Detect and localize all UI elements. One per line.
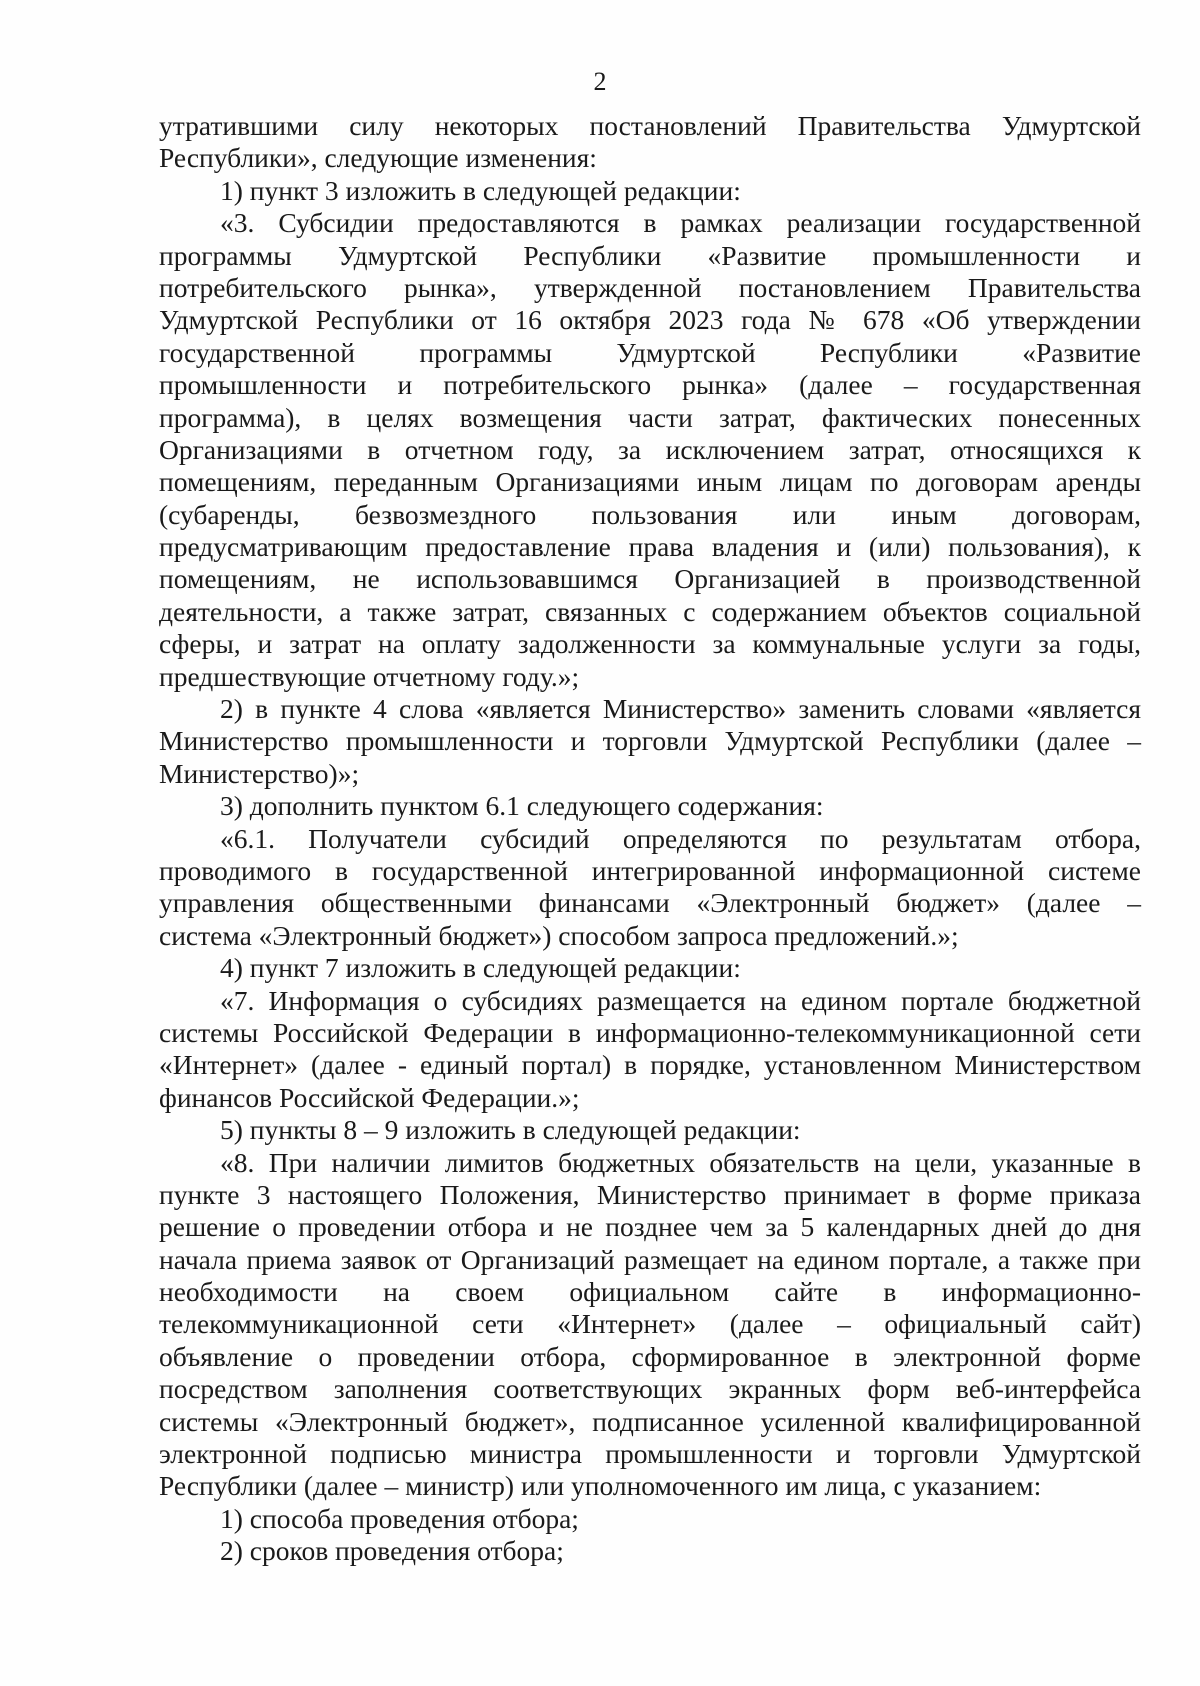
text-line: 5) пункты 8 – 9 изложить в следующей редакции: bbox=[220, 1114, 801, 1146]
text-line: электронной подписью министра промышленности и торговли Удмуртской bbox=[159, 1438, 1141, 1470]
text-line: проводимого в государственной интегрированной информационной системе bbox=[159, 854, 1141, 886]
text-line: 2) в пункте 4 слова «является Министерство» заменить словами «является bbox=[220, 693, 1141, 725]
text-line: «6.1. Получатели субсидий определяются по результатам отбора, bbox=[220, 822, 1141, 854]
text-line: телекоммуникационной сети «Интернет» (далее – официальный сайт) bbox=[159, 1308, 1141, 1340]
text-line: «7. Информация о субсидиях размещается на едином портале бюджетной bbox=[220, 984, 1141, 1016]
text-line: «3. Субсидии предоставляются в рамках реализации государственной bbox=[220, 207, 1141, 239]
text-line: деятельности, а также затрат, связанных с содержанием объектов социальной bbox=[159, 595, 1141, 627]
text-line: программа), в целях возмещения части затрат, фактических понесенных bbox=[159, 401, 1141, 433]
text-line: (субаренды, безвозмездного пользования или иным договорам, bbox=[159, 498, 1141, 530]
text-line: «Интернет» (далее - единый портал) в порядке, установленном Министерством bbox=[159, 1049, 1141, 1081]
text-line: Республики (далее – министр) или уполномоченного им лица, с указанием: bbox=[159, 1470, 1042, 1502]
text-line: системы «Электронный бюджет», подписанное усиленной квалифицированной bbox=[159, 1405, 1141, 1437]
text-line: Республики», следующие изменения: bbox=[159, 142, 597, 174]
text-line: Удмуртской Республики от 16 октября 2023 года № 678 «Об утверждении bbox=[159, 304, 1141, 336]
text-line: 1) способа проведения отбора; bbox=[220, 1502, 579, 1534]
text-line: Организациями в отчетном году, за исключением затрат, относящихся к bbox=[159, 433, 1141, 465]
text-line: потребительского рынка», утвержденной постановлением Правительства bbox=[159, 271, 1141, 303]
text-line: помещениям, не использовавшимся Организацией в производственной bbox=[159, 563, 1141, 595]
text-line: государственной программы Удмуртской Республики «Развитие bbox=[159, 336, 1141, 368]
text-line: сферы, и затрат на оплату задолженности за коммунальные услуги за годы, bbox=[159, 628, 1141, 660]
text-line: управления общественными финансами «Электронный бюджет» (далее – bbox=[159, 887, 1141, 919]
text-line: пункте 3 настоящего Положения, Министерство принимает в форме приказа bbox=[159, 1178, 1141, 1210]
text-line: необходимости на своем официальном сайте в информационно- bbox=[159, 1276, 1141, 1308]
text-line: 1) пункт 3 изложить в следующей редакции: bbox=[220, 174, 741, 206]
text-line: промышленности и потребительского рынка» (далее – государственная bbox=[159, 369, 1141, 401]
text-line: программы Удмуртской Республики «Развитие промышленности и bbox=[159, 239, 1141, 271]
text-line: система «Электронный бюджет») способом запроса предложений.»; bbox=[159, 919, 959, 951]
text-line: предусматривающим предоставление права владения и (или) пользования), к bbox=[159, 531, 1141, 563]
text-line: 2) сроков проведения отбора; bbox=[220, 1535, 564, 1567]
document-body bbox=[159, 110, 1141, 1568]
text-line: Министерство)»; bbox=[159, 757, 360, 789]
text-line: предшествующие отчетному году.»; bbox=[159, 660, 580, 692]
text-line: «8. При наличии лимитов бюджетных обязательств на цели, указанные в bbox=[220, 1146, 1141, 1178]
text-line: посредством заполнения соответствующих экранных форм веб-интерфейса bbox=[159, 1373, 1141, 1405]
text-line: решение о проведении отбора и не позднее чем за 5 календарных дней до дня bbox=[159, 1211, 1141, 1243]
text-line: 3) дополнить пунктом 6.1 следующего содержания: bbox=[220, 790, 824, 822]
text-line: объявление о проведении отбора, сформированное в электронной форме bbox=[159, 1340, 1141, 1372]
text-line: Министерство промышленности и торговли Удмуртской Республики (далее – bbox=[159, 725, 1141, 757]
text-line: финансов Российской Федерации.»; bbox=[159, 1081, 580, 1113]
text-line: утратившими силу некоторых постановлений Правительства Удмуртской bbox=[159, 110, 1141, 141]
text-line: начала приема заявок от Организаций размещает на едином портале, а также при bbox=[159, 1243, 1141, 1275]
text-line: системы Российской Федерации в информационно-телекоммуникационной сети bbox=[159, 1016, 1141, 1048]
text-line: помещениям, переданным Организациями иным лицам по договорам аренды bbox=[159, 466, 1141, 498]
text-line: 4) пункт 7 изложить в следующей редакции: bbox=[220, 952, 741, 984]
page-number: 2 bbox=[593, 67, 607, 96]
